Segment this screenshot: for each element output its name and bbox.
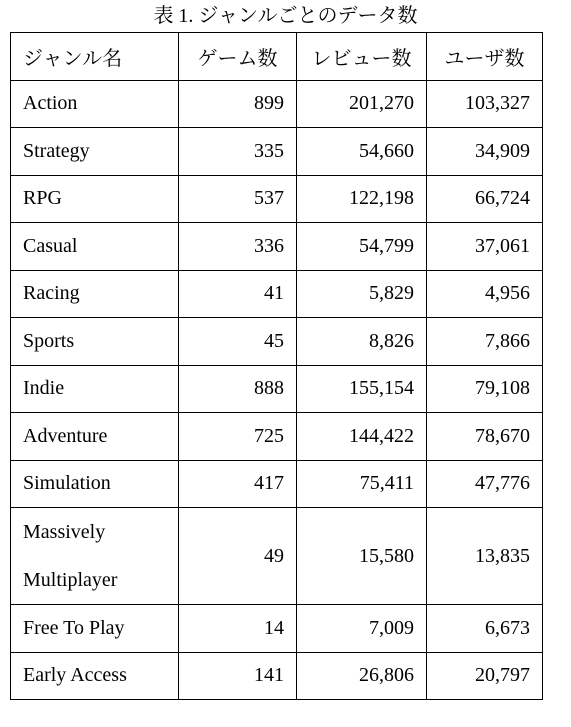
- table-row: [11, 80, 543, 128]
- table-row: [11, 460, 543, 508]
- table-row: [11, 318, 543, 366]
- table-row: [11, 175, 543, 223]
- games-cell: 899: [179, 80, 297, 128]
- reviews-cell: 8,826: [297, 318, 427, 366]
- header-reviews: レビュー数: [297, 33, 427, 81]
- header-games: ゲーム数: [179, 33, 297, 81]
- genre-cell: Free To Play: [11, 605, 179, 653]
- header-genre: ジャンル名: [11, 33, 179, 81]
- games-cell: 336: [179, 223, 297, 271]
- games-cell: 45: [179, 318, 297, 366]
- genre-cell: Action: [11, 80, 179, 128]
- reviews-cell: 144,422: [297, 413, 427, 461]
- table-row: [11, 413, 543, 461]
- games-cell: 141: [179, 652, 297, 700]
- reviews-cell: 15,580: [297, 508, 427, 605]
- users-cell: 79,108: [427, 365, 543, 413]
- games-cell: 888: [179, 365, 297, 413]
- genre-cell: Indie: [11, 365, 179, 413]
- games-cell: 14: [179, 605, 297, 653]
- genre-line: Multiplayer: [23, 569, 118, 591]
- table-header-row: [11, 33, 543, 81]
- reviews-cell: 201,270: [297, 80, 427, 128]
- genre-cell: Adventure: [11, 413, 179, 461]
- genre-cell: Casual: [11, 223, 179, 271]
- reviews-cell: 7,009: [297, 605, 427, 653]
- reviews-cell: 155,154: [297, 365, 427, 413]
- header-users: ユーザ数: [427, 33, 543, 81]
- reviews-cell: 54,799: [297, 223, 427, 271]
- reviews-cell: 122,198: [297, 175, 427, 223]
- users-cell: 47,776: [427, 460, 543, 508]
- table-caption: 表 1. ジャンルごとのデータ数: [153, 5, 418, 27]
- users-cell: 34,909: [427, 128, 543, 176]
- users-cell: 6,673: [427, 605, 543, 653]
- genre-cell: Simulation: [11, 460, 179, 508]
- users-cell: 103,327: [427, 80, 543, 128]
- games-cell: 41: [179, 270, 297, 318]
- users-cell: 78,670: [427, 413, 543, 461]
- genre-cell: Early Access: [11, 652, 179, 700]
- genre-data-table: [10, 32, 543, 700]
- table-row: [11, 605, 543, 653]
- users-cell: 20,797: [427, 652, 543, 700]
- users-cell: 7,866: [427, 318, 543, 366]
- reviews-cell: 54,660: [297, 128, 427, 176]
- games-cell: 537: [179, 175, 297, 223]
- games-cell: 49: [179, 508, 297, 605]
- reviews-cell: 26,806: [297, 652, 427, 700]
- table-row: [11, 128, 543, 176]
- genre-cell: Racing: [11, 270, 179, 318]
- users-cell: 4,956: [427, 270, 543, 318]
- genre-cell: RPG: [11, 175, 179, 223]
- table-row: [11, 365, 543, 413]
- games-cell: 335: [179, 128, 297, 176]
- genre-cell: Sports: [11, 318, 179, 366]
- users-cell: 13,835: [427, 508, 543, 605]
- reviews-cell: 75,411: [297, 460, 427, 508]
- users-cell: 37,061: [427, 223, 543, 271]
- genre-line: Massively: [23, 521, 106, 543]
- games-cell: 417: [179, 460, 297, 508]
- games-cell: 725: [179, 413, 297, 461]
- table-row: [11, 223, 543, 271]
- table-row: [11, 270, 543, 318]
- genre-cell: Strategy: [11, 128, 179, 176]
- reviews-cell: 5,829: [297, 270, 427, 318]
- table-row: [11, 652, 543, 700]
- users-cell: 66,724: [427, 175, 543, 223]
- table-row: [11, 508, 543, 605]
- genre-cell: [11, 508, 179, 605]
